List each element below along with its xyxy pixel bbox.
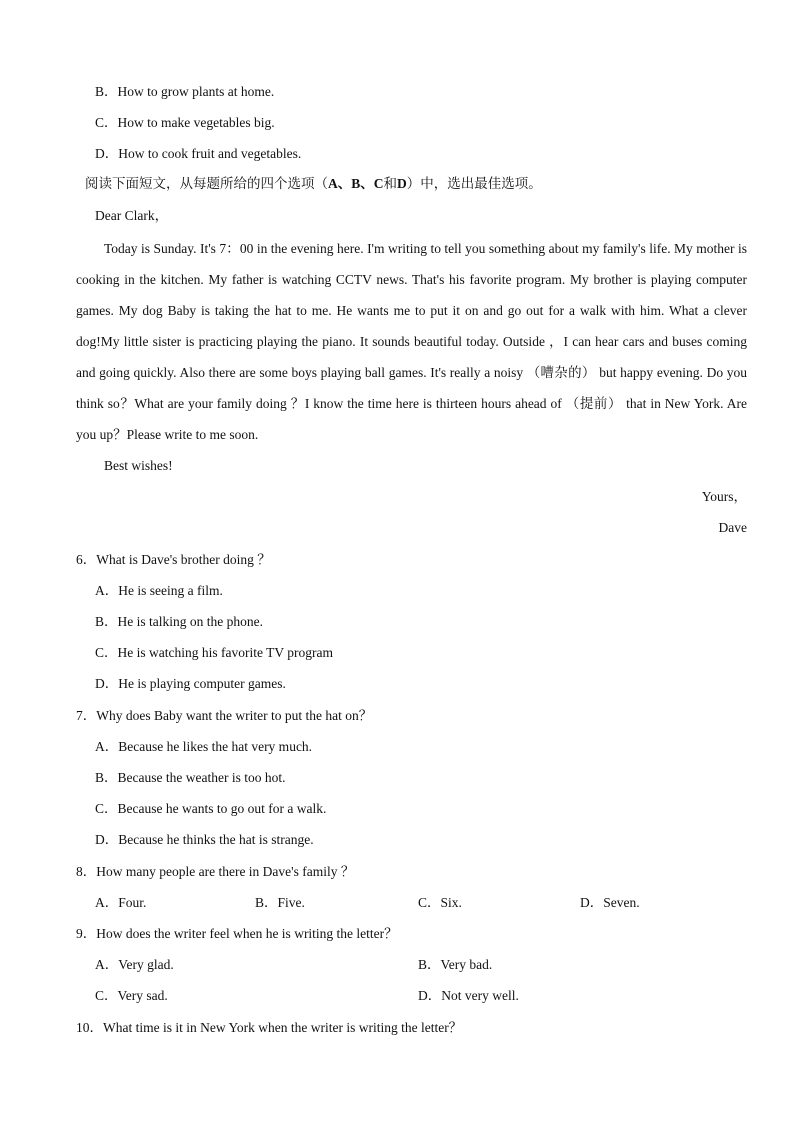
question-8-option-c: C．Six. (418, 895, 462, 910)
letter-signature: Dave (718, 520, 747, 535)
instruction-mid: 和 (383, 176, 398, 191)
section-instruction (85, 175, 542, 193)
question-9-option-a: A．Very glad. (95, 957, 174, 972)
question-6-stem: 6．What is Dave's brother doing ？ (76, 552, 271, 567)
question-6-option-b: B．He is talking on the phone. (95, 614, 263, 629)
question-8-option-a: A．Four. (95, 895, 147, 910)
prev-option-c: C．How to make vegetables big. (95, 115, 275, 130)
question-7-stem: 7．Why does Baby want the writer to put the hat on？ (76, 708, 373, 723)
instruction-letters: A、B、C (328, 176, 384, 191)
letter-closing: Best wishes! (104, 458, 173, 473)
letter-body: Today is Sunday. It's 7：00 in the evening here. I'm writing to tell you something about my family's life. My mother is cooking in the kitchen. My father is watching CCTV news. That's his favorite program. My brother is playing computer games. My dog Baby is taking the hat to me. He wants me to put it on and go out for a walk with him. What a clever dog!My little sister is practicing playing the piano. It sounds beautiful today. Outside ，I can hear cars and buses coming and going quickly. Also there are some boys playing ball games. It's really a noisy （嘈杂的） but happy evening. Do you think so？What are your family doing ？I know the time here is thirteen hours ahead of （提前） that in New York. Are you up？Please write to me soon. (76, 241, 747, 442)
question-9-option-c: C．Very sad. (95, 988, 168, 1003)
question-9-stem: 9．How does the writer feel when he is writing the letter？ (76, 926, 398, 941)
prev-option-b: B．How to grow plants at home. (95, 84, 275, 99)
question-8-option-b: B．Five. (255, 895, 305, 910)
question-7-option-b: B．Because the weather is too hot. (95, 770, 286, 785)
question-9-option-d: D．Not very well. (418, 988, 519, 1003)
letter-greeting: Dear Clark， (95, 208, 169, 223)
letter-sign-off: Yours， (701, 489, 747, 504)
question-6-option-c: C．He is watching his favorite TV program (95, 645, 333, 660)
question-10-stem: 10．What time is it in New York when the writer is writing the letter？ (76, 1020, 463, 1035)
question-7-option-a: A．Because he likes the hat very much. (95, 739, 313, 754)
instruction-suffix: ）中，选出最佳选项。 (406, 176, 542, 191)
question-6-option-a: A．He is seeing a film. (95, 583, 223, 598)
question-7-option-d: D．Because he thinks the hat is strange. (95, 832, 314, 847)
prev-option-d: D．How to cook fruit and vegetables. (95, 146, 302, 161)
question-7-option-c: C．Because he wants to go out for a walk. (95, 801, 327, 816)
instruction-prefix: 阅读下面短文，从每题所给的四个选项（ (85, 176, 328, 191)
question-8-option-d: D．Seven. (580, 895, 640, 910)
question-8-stem: 8．How many people are there in Dave's family ？ (76, 864, 355, 879)
question-9-option-b: B．Very bad. (418, 957, 493, 972)
question-6-option-d: D．He is playing computer games. (95, 676, 286, 691)
instruction-last-letter: D (397, 176, 407, 191)
